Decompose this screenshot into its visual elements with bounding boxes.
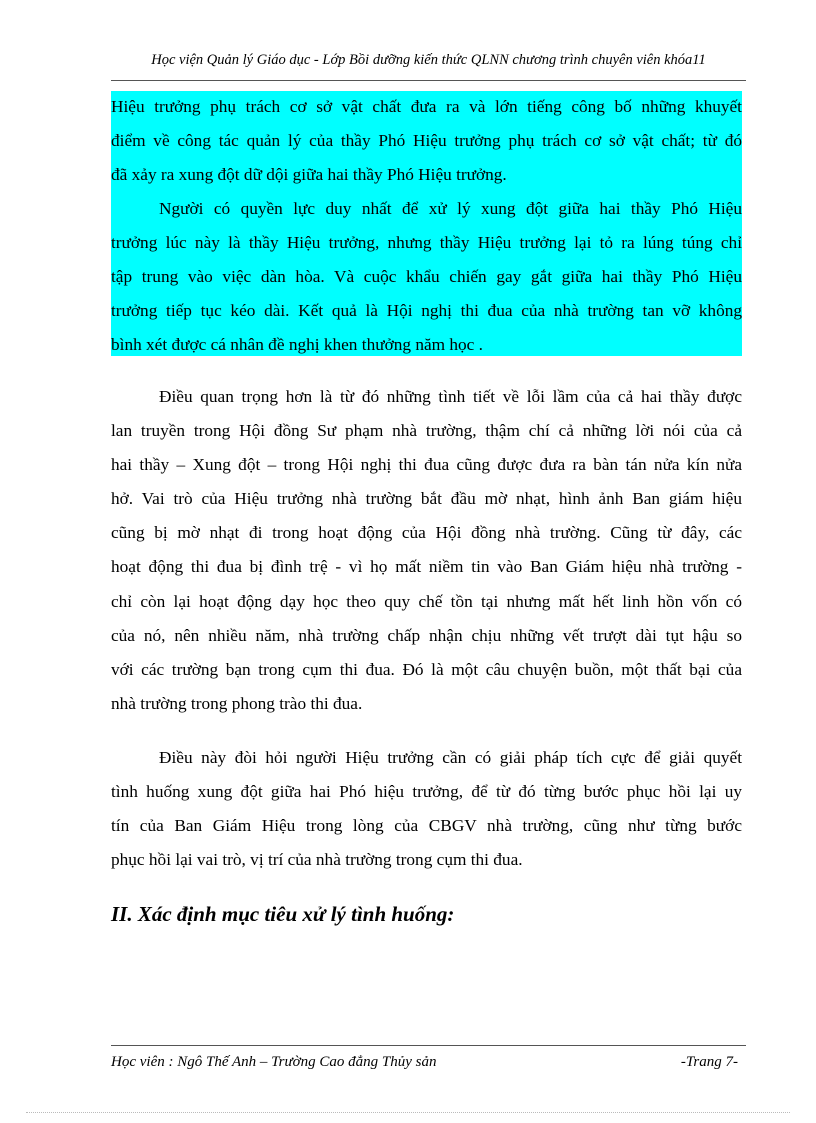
- text-line: hoạt động thi đua bị đình trệ - vì họ mất niềm tin vào Ban Giám hiệu nhà trường -: [111, 557, 742, 577]
- text-line: Điều quan trọng hơn là từ đó những tình tiết về lỗi lầm của cả hai thầy được: [159, 387, 742, 406]
- page-number: -Trang 7-: [680, 1054, 738, 1070]
- text-line: Hiệu trưởng phụ trách cơ sở vật chất đưa ra và lớn tiếng công bố những khuyết: [111, 97, 742, 116]
- text-line: điểm về công tác quản lý của thầy Phó Hiệu trưởng phụ trách cơ sở vật chất; từ đó: [111, 131, 742, 151]
- page-break-line: [26, 1112, 790, 1113]
- footer-author: Học viên : Ngô Thế Anh – Trường Cao đẳng Thủy sản: [111, 1054, 437, 1070]
- text-line: của nó, nên nhiều năm, nhà trường chấp nhận chịu những vết trượt dài tụt hậu so: [111, 625, 742, 645]
- section-heading: II. Xác định mục tiêu xử lý tình huống:: [111, 902, 455, 926]
- body-paragraph-1: [111, 380, 742, 721]
- text-line: hai thầy – Xung đột – trong Hội nghị thi đua cũng được đưa ra bàn tán nửa kín nửa: [111, 455, 742, 475]
- text-line: trưởng lúc này là thầy Hiệu trưởng, nhưng thầy Hiệu trưởng lại tỏ ra lúng túng chỉ: [111, 233, 742, 253]
- highlighted-paragraph-1: [111, 90, 742, 192]
- text-line: tín của Ban Giám Hiệu trong lòng của CBGV nhà trường, cũng như từng bước: [111, 816, 742, 836]
- text-line: lan truyền trong Hội đồng Sư phạm nhà trường, thậm chí cả những lời nói của cả: [111, 421, 742, 441]
- header-divider: [111, 80, 746, 81]
- text-line: Người có quyền lực duy nhất để xử lý xung đột giữa hai thầy Phó Hiệu: [159, 199, 742, 218]
- text-line: hở. Vai trò của Hiệu trưởng nhà trường bắt đầu mờ nhạt, hình ảnh Ban giám hiệu: [111, 489, 742, 509]
- text-line: Điều này đòi hỏi người Hiệu trưởng cần có giải pháp tích cực để giải quyết: [159, 748, 742, 767]
- text-line: với các trường bạn trong cụm thi đua. Đó là một câu chuyện buồn, một thất bại của: [111, 659, 742, 679]
- body-paragraph-2: [111, 741, 742, 877]
- text-line: tình huống xung đột giữa hai Phó hiệu trưởng, để từ đó từng bước phục hồi lại uy: [111, 782, 742, 802]
- text-line: bình xét được cá nhân đề nghị khen thưởng năm học .: [111, 335, 483, 355]
- text-line: đã xảy ra xung đột dữ dội giữa hai thầy Phó Hiệu trưởng.: [111, 165, 507, 185]
- page-header: Học viện Quản lý Giáo dục - Lớp Bồi dưỡng kiến thức QLNN chương trình chuyên viên khóa11: [151, 52, 706, 68]
- highlighted-paragraph-2: [111, 192, 742, 362]
- text-line: nhà trường trong phong trào thi đua.: [111, 693, 363, 713]
- text-line: chỉ còn lại hoạt động dạy học theo quy chế tồn tại nhưng mất hết linh hồn vốn có: [111, 591, 742, 611]
- footer-divider: [111, 1045, 746, 1046]
- text-line: cũng bị mờ nhạt đi trong hoạt động của Hội đồng nhà trường. Cũng từ đây, các: [111, 523, 742, 543]
- text-line: trưởng tiếp tục kéo dài. Kết quả là Hội nghị thi đua của nhà trường tan vỡ không: [111, 301, 742, 321]
- text-line: phục hồi lại vai trò, vị trí của nhà trường trong cụm thi đua.: [111, 850, 523, 870]
- text-line: tập trung vào việc dàn hòa. Và cuộc khẩu chiến gay gắt giữa hai thầy Phó Hiệu: [111, 267, 742, 287]
